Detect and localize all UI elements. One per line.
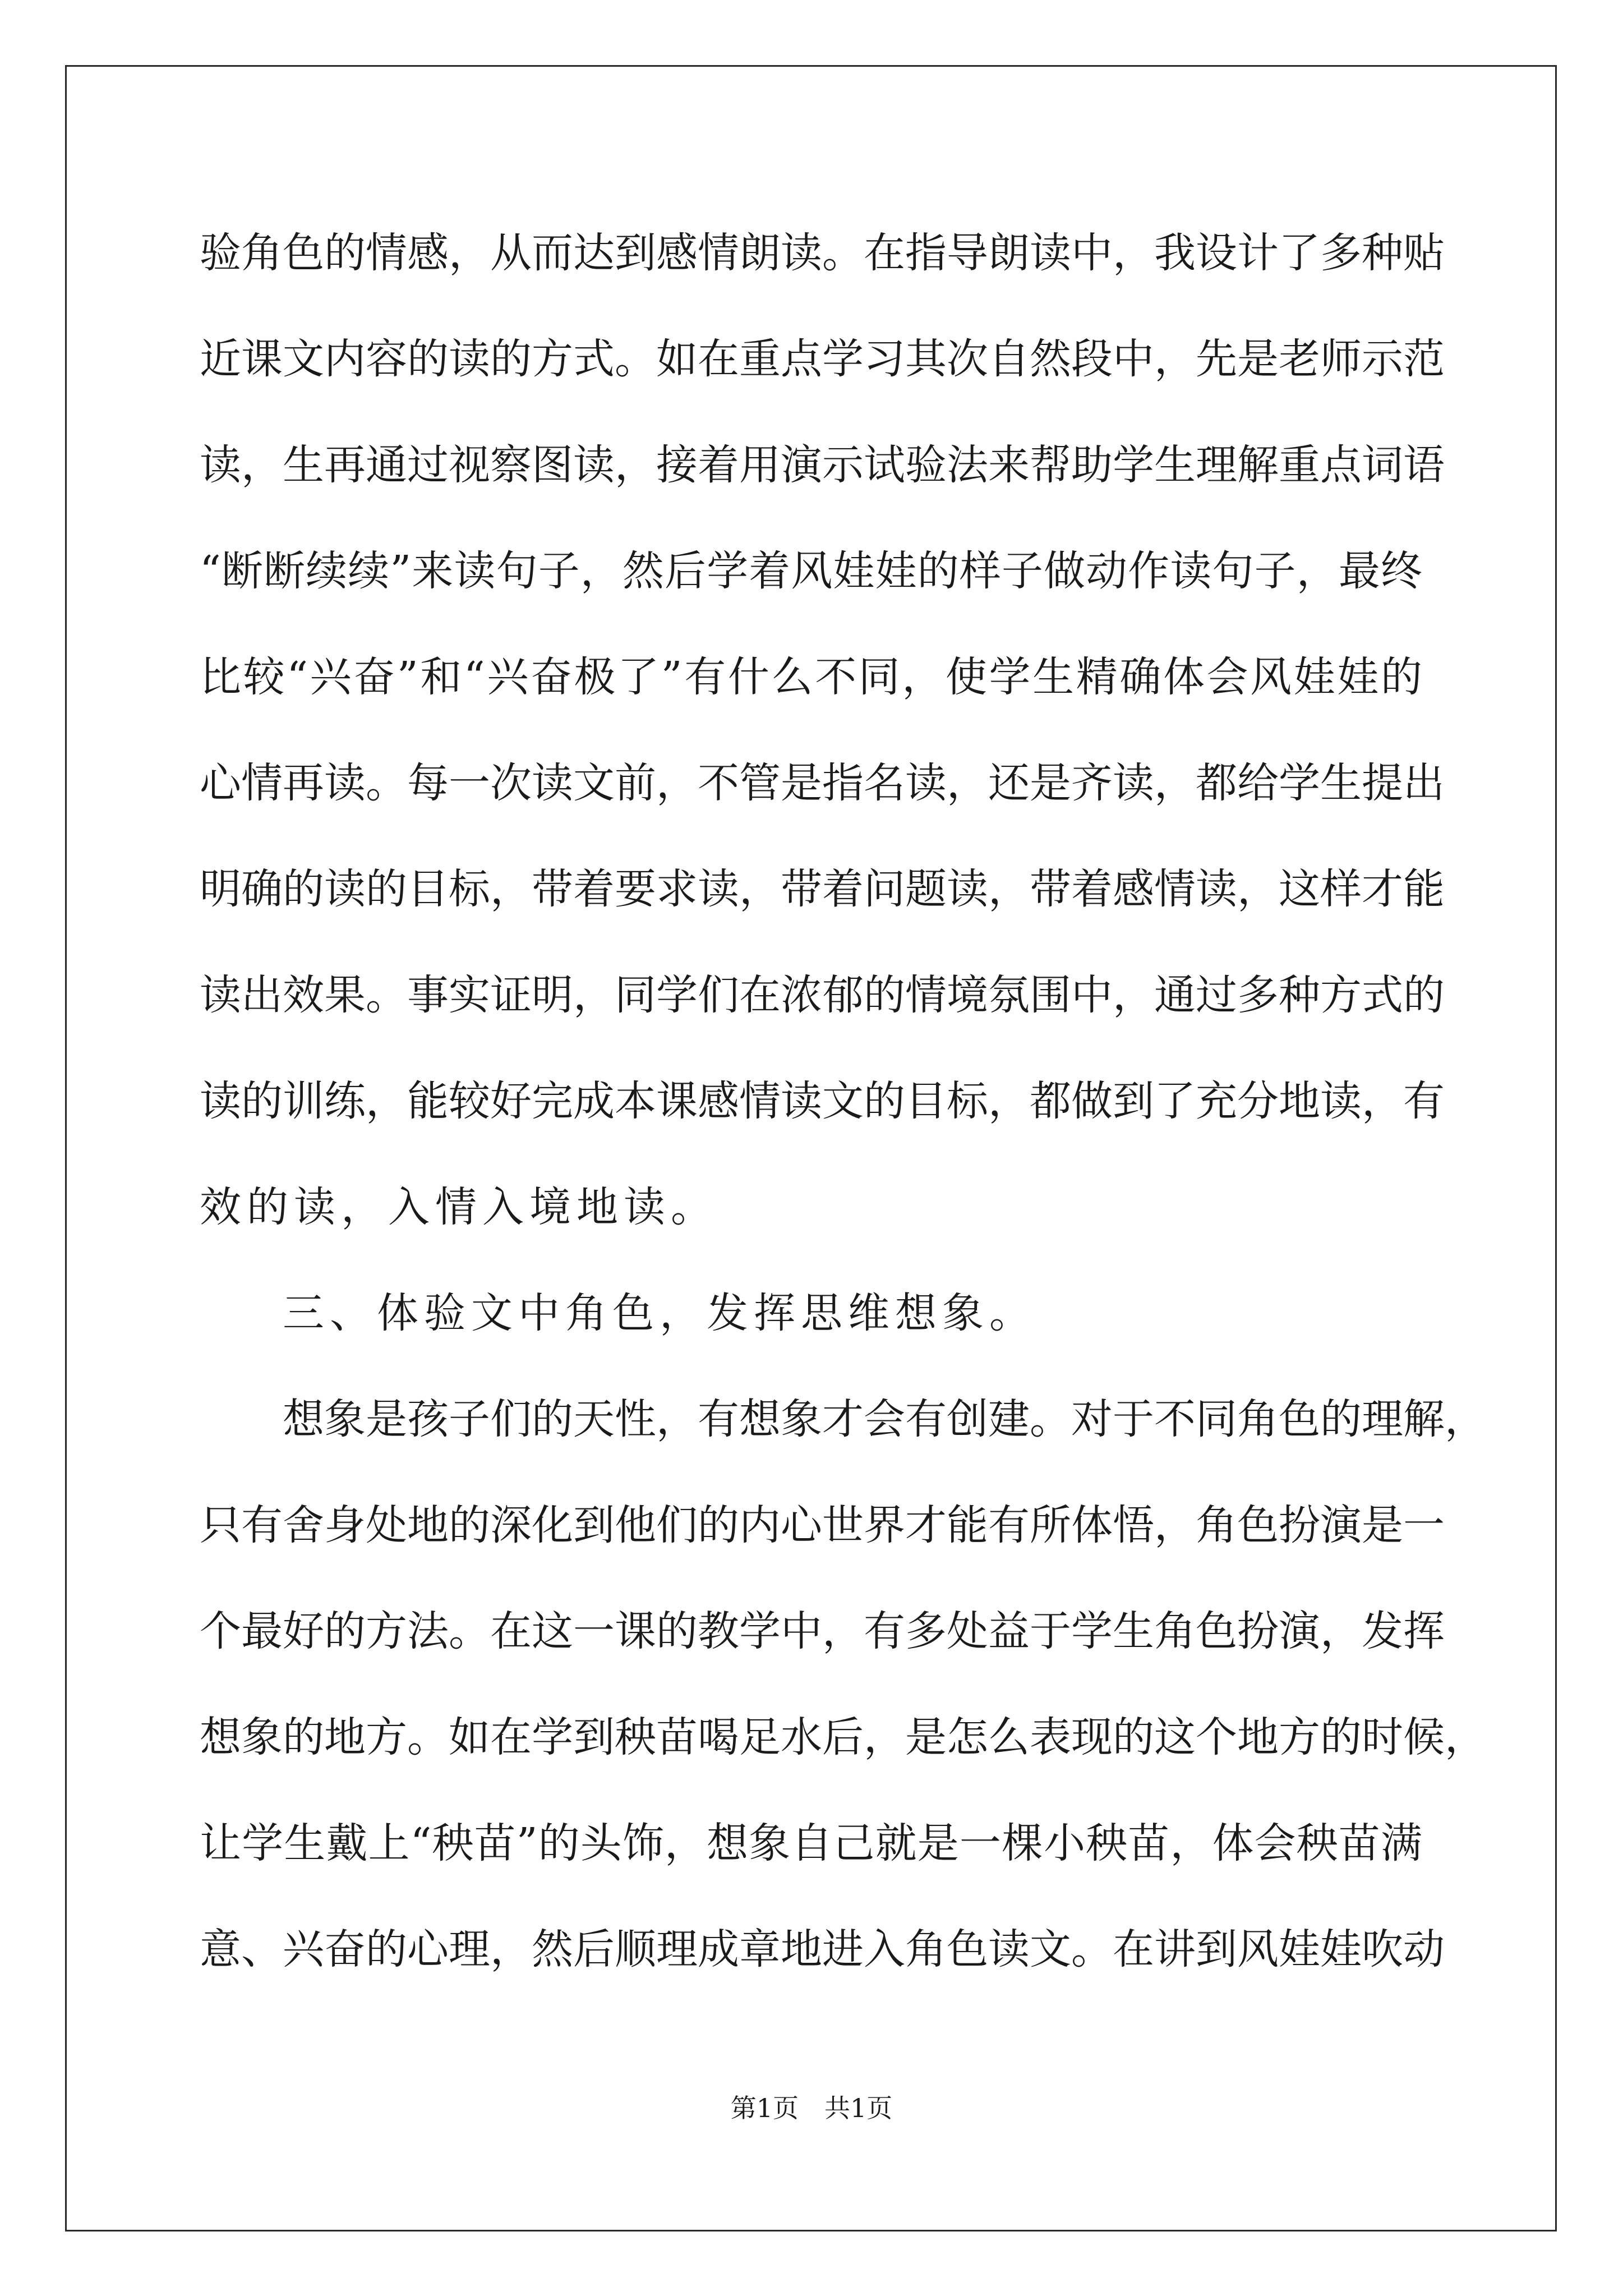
text-line: 让学生戴上“秧苗”的头饰，想象自己就是一棵小秧苗，体会秧苗满 — [200, 1819, 1422, 1867]
text-line: 读的训练，能较好完成本课感情读文的目标，都做到了充分地读，有 — [200, 1077, 1445, 1125]
text-line: 效的读，入情入境地读。 — [200, 1183, 718, 1231]
text-line: 个最好的方法。在这一课的教学中，有多处益于学生角色扮演，发挥 — [200, 1607, 1445, 1655]
page-total: 共1页 — [824, 2093, 893, 2123]
text-line: 心情再读。每一次读文前，不管是指名读，还是齐读，都给学生提出 — [200, 759, 1445, 807]
text-line: 明确的读的目标，带着要求读，带着问题读，带着感情读，这样才能 — [200, 865, 1445, 913]
document-body — [200, 211, 1486, 2013]
text-line: 读出效果。事实证明，同学们在浓郁的情境氛围中，通过多种方式的 — [200, 971, 1445, 1019]
text-line: “断断续续”来读句子，然后学着风娃娃的样子做动作读句子，最终 — [200, 547, 1422, 595]
text-line: 只有舍身处地的深化到他们的内心世界才能有所体悟，角色扮演是一 — [200, 1501, 1445, 1549]
text-line: 验角色的情感，从而达到感情朗读。在指导朗读中，我设计了多种贴 — [200, 229, 1445, 277]
text-line: 三、体验文中角色，发挥思维想象。 — [283, 1289, 1036, 1337]
text-line: 想象的地方。如在学到秧苗喝足水后，是怎么表现的这个地方的时候， — [200, 1713, 1486, 1761]
page-number: 第1页 — [730, 2093, 799, 2123]
text-line: 近课文内容的读的方式。如在重点学习其次自然段中，先是老师示范 — [200, 335, 1445, 383]
text-line: 比较“兴奋”和“兴奋极了”有什么不同，使学生精确体会风娃娃的 — [200, 653, 1422, 701]
text-line: 想象是孩子们的天性，有想象才会有创建。对于不同角色的理解， — [283, 1395, 1486, 1443]
text-line: 读，生再通过视察图读，接着用演示试验法来帮助学生理解重点词语 — [200, 441, 1445, 489]
page-footer — [0, 2088, 1623, 2125]
text-line: 意、兴奋的心理，然后顺理成章地进入角色读文。在讲到风娃娃吹动 — [200, 1925, 1445, 1973]
